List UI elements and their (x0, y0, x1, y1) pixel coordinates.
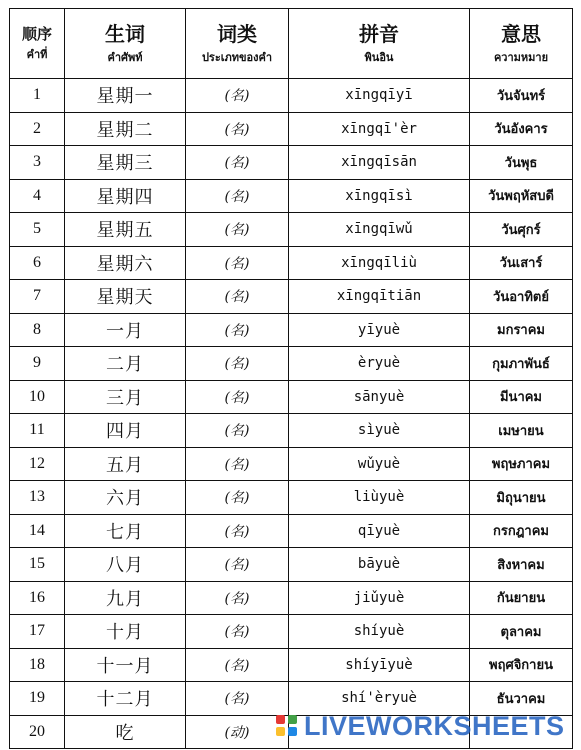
logo-square-green (288, 715, 297, 724)
word-class-cell: (名) (186, 380, 289, 414)
header-word-cn: 生词 (105, 21, 145, 46)
thai-meaning-cell: กุมภาพันธ์ (470, 347, 573, 381)
vocab-word-cell: 四月 (65, 414, 186, 448)
row-number-cell: 4 (10, 179, 65, 213)
row-number-cell: 18 (10, 648, 65, 682)
thai-meaning-cell: มีนาคม (470, 380, 573, 414)
vocabulary-table (9, 8, 573, 749)
pinyin-cell: shí'èryuè (289, 682, 470, 716)
vocab-word-cell: 六月 (65, 481, 186, 515)
header-pinyin (289, 9, 470, 79)
row-number-cell: 20 (10, 715, 65, 749)
vocab-word-cell: 二月 (65, 347, 186, 381)
row-number-cell: 2 (10, 112, 65, 146)
thai-meaning-cell: กรกฎาคม (470, 514, 573, 548)
thai-meaning-cell: วันพุธ (470, 146, 573, 180)
table-row (10, 79, 573, 113)
pinyin-cell: èryuè (289, 347, 470, 381)
table-row (10, 146, 573, 180)
header-pinyin-cn: 拼音 (359, 21, 399, 46)
word-class-cell: (名) (186, 179, 289, 213)
thai-meaning-cell: วันพฤหัสบดี (470, 179, 573, 213)
vocab-word-cell: 八月 (65, 548, 186, 582)
pinyin-cell: xīngqīyī (289, 79, 470, 113)
liveworksheets-logo-icon (276, 715, 298, 737)
row-number-cell: 14 (10, 514, 65, 548)
row-number-cell: 1 (10, 79, 65, 113)
word-class-cell: (名) (186, 213, 289, 247)
pinyin-cell: xīngqī'èr (289, 112, 470, 146)
pinyin-cell: xīngqīwǔ (289, 213, 470, 247)
row-number-cell: 11 (10, 414, 65, 448)
table-row (10, 514, 573, 548)
header-meaning-th: ความหมาย (493, 50, 549, 64)
header-meaning (470, 9, 573, 79)
word-class-cell: (名) (186, 146, 289, 180)
vocab-word-cell: 星期四 (65, 179, 186, 213)
table-row (10, 246, 573, 280)
thai-meaning-cell: มกราคม (470, 313, 573, 347)
thai-meaning-cell: กันยายน (470, 581, 573, 615)
table-row (10, 447, 573, 481)
word-class-cell: (名) (186, 280, 289, 314)
thai-meaning-cell: วันอังคาร (470, 112, 573, 146)
vocab-word-cell: 三月 (65, 380, 186, 414)
thai-meaning-cell: วันเสาร์ (470, 246, 573, 280)
thai-meaning-cell: วันศุกร์ (470, 213, 573, 247)
word-class-cell: (名) (186, 447, 289, 481)
table-row (10, 280, 573, 314)
logo-square-blue (288, 727, 297, 736)
pinyin-cell: jiǔyuè (289, 581, 470, 615)
thai-meaning-cell: พฤษภาคม (470, 447, 573, 481)
pinyin-cell: xīngqīliù (289, 246, 470, 280)
pinyin-cell: shíyīyuè (289, 648, 470, 682)
pinyin-cell: shíyuè (289, 615, 470, 649)
pinyin-cell: xīngqītiān (289, 280, 470, 314)
table-row (10, 213, 573, 247)
row-number-cell: 9 (10, 347, 65, 381)
row-number-cell: 17 (10, 615, 65, 649)
table-row (10, 347, 573, 381)
row-number-cell: 3 (10, 146, 65, 180)
thai-meaning-cell: เมษายน (470, 414, 573, 448)
vocab-word-cell: 十二月 (65, 682, 186, 716)
pinyin-cell: wǔyuè (289, 447, 470, 481)
table-row (10, 548, 573, 582)
word-class-cell: (名) (186, 414, 289, 448)
logo-square-yellow (276, 727, 285, 736)
word-class-cell: (名) (186, 615, 289, 649)
vocab-word-cell: 星期三 (65, 146, 186, 180)
thai-meaning-cell: วันจันทร์ (470, 79, 573, 113)
vocab-word-cell: 十一月 (65, 648, 186, 682)
table-row (10, 380, 573, 414)
table-header-row (10, 9, 573, 79)
header-order-cn: 顺序 (21, 24, 52, 43)
pinyin-cell: sānyuè (289, 380, 470, 414)
word-class-cell: (名) (186, 246, 289, 280)
word-class-cell: (名) (186, 79, 289, 113)
word-class-cell: (名) (186, 648, 289, 682)
row-number-cell: 19 (10, 682, 65, 716)
vocab-word-cell: 星期二 (65, 112, 186, 146)
header-order-th: คำที่ (26, 47, 48, 61)
pinyin-cell: sìyuè (289, 414, 470, 448)
vocab-word-cell: 星期一 (65, 79, 186, 113)
vocab-word-cell: 星期六 (65, 246, 186, 280)
thai-meaning-cell: มิถุนายน (470, 481, 573, 515)
table-row (10, 112, 573, 146)
vocab-word-cell: 五月 (65, 447, 186, 481)
pinyin-cell: liùyuè (289, 481, 470, 515)
logo-square-red (276, 715, 285, 724)
word-class-cell: (名) (186, 481, 289, 515)
row-number-cell: 16 (10, 581, 65, 615)
vocab-word-cell: 十月 (65, 615, 186, 649)
header-word (65, 9, 186, 79)
table-body (10, 79, 573, 749)
pinyin-cell: yīyuè (289, 313, 470, 347)
word-class-cell: (名) (186, 112, 289, 146)
row-number-cell: 8 (10, 313, 65, 347)
vocab-word-cell: 星期天 (65, 280, 186, 314)
vocab-word-cell: 一月 (65, 313, 186, 347)
header-word-th: คำศัพท์ (107, 50, 143, 64)
table-row (10, 648, 573, 682)
header-order (10, 9, 65, 79)
table-row (10, 481, 573, 515)
thai-meaning-cell: พฤศจิกายน (470, 648, 573, 682)
vocab-word-cell: 星期五 (65, 213, 186, 247)
word-class-cell: (动) (186, 715, 289, 749)
row-number-cell: 5 (10, 213, 65, 247)
word-class-cell: (名) (186, 514, 289, 548)
thai-meaning-cell: ตุลาคม (470, 615, 573, 649)
liveworksheets-watermark (276, 710, 576, 742)
header-class-cn: 词类 (217, 21, 257, 46)
header-class (186, 9, 289, 79)
row-number-cell: 6 (10, 246, 65, 280)
pinyin-cell: bāyuè (289, 548, 470, 582)
table-row (10, 414, 573, 448)
header-class-th: ประเภทของคำ (201, 50, 273, 64)
word-class-cell: (名) (186, 548, 289, 582)
row-number-cell: 13 (10, 481, 65, 515)
vocab-word-cell: 九月 (65, 581, 186, 615)
table-row (10, 615, 573, 649)
row-number-cell: 15 (10, 548, 65, 582)
pinyin-cell: qīyuè (289, 514, 470, 548)
row-number-cell: 7 (10, 280, 65, 314)
table-row (10, 179, 573, 213)
vocab-word-cell: 七月 (65, 514, 186, 548)
table-row (10, 581, 573, 615)
vocab-word-cell: 吃 (65, 715, 186, 749)
row-number-cell: 12 (10, 447, 65, 481)
row-number-cell: 10 (10, 380, 65, 414)
watermark-text: LIVEWORKSHEETS (304, 710, 565, 741)
thai-meaning-cell: วันอาทิตย์ (470, 280, 573, 314)
pinyin-cell: xīngqīsān (289, 146, 470, 180)
table-row (10, 313, 573, 347)
word-class-cell: (名) (186, 682, 289, 716)
word-class-cell: (名) (186, 347, 289, 381)
word-class-cell: (名) (186, 313, 289, 347)
header-pinyin-th: พินอิน (364, 50, 394, 64)
thai-meaning-cell: ธันวาคม (470, 682, 573, 716)
thai-meaning-cell: สิงหาคม (470, 548, 573, 582)
header-meaning-cn: 意思 (501, 21, 541, 46)
pinyin-cell: xīngqīsì (289, 179, 470, 213)
word-class-cell: (名) (186, 581, 289, 615)
